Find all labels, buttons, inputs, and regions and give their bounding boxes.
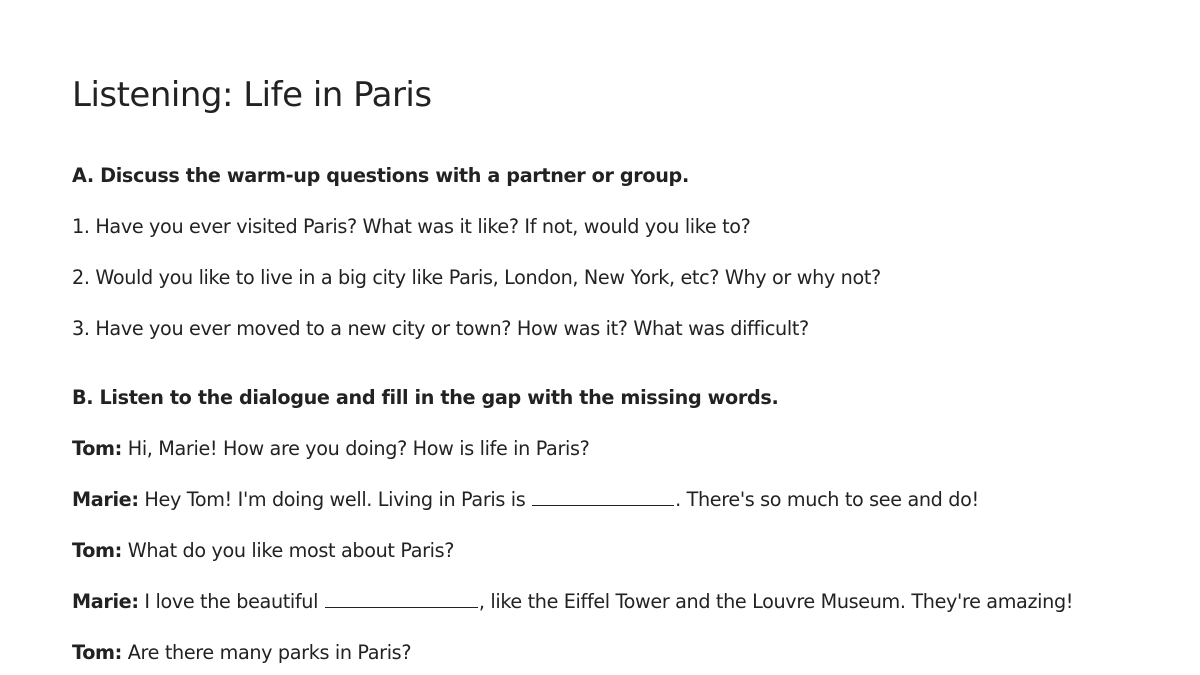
warmup-question-1: 1. Have you ever visited Paris? What was it like? If not, would you like to? bbox=[72, 215, 751, 238]
dialogue-line-1 bbox=[72, 436, 589, 462]
warmup-question-2: 2. Would you like to live in a big city like Paris, London, New York, etc? Why or why not? bbox=[72, 266, 881, 289]
speaker-label: Tom: bbox=[72, 437, 122, 460]
dialogue-line-4 bbox=[72, 589, 1073, 615]
speaker-label: Marie: bbox=[72, 590, 139, 613]
fill-in-blank-1[interactable] bbox=[532, 487, 674, 506]
dialogue-text-after-gap: . There's so much to see and do! bbox=[675, 488, 979, 511]
speaker-label: Marie: bbox=[72, 488, 139, 511]
warmup-question-3: 3. Have you ever moved to a new city or town? How was it? What was difficult? bbox=[72, 317, 809, 340]
section-a-heading: A. Discuss the warm-up questions with a partner or group. bbox=[72, 164, 689, 187]
fill-in-blank-2[interactable] bbox=[325, 589, 478, 608]
speaker-label: Tom: bbox=[72, 539, 122, 562]
dialogue-line-2 bbox=[72, 487, 979, 513]
dialogue-text-after-gap: , like the Eiffel Tower and the Louvre Museum. They're amazing! bbox=[478, 590, 1074, 613]
page-title: Listening: Life in Paris bbox=[72, 75, 432, 115]
speaker-label: Tom: bbox=[72, 641, 122, 664]
dialogue-text-before-gap: I love the beautiful bbox=[144, 590, 319, 613]
dialogue-line-3 bbox=[72, 538, 454, 564]
dialogue-text: Hi, Marie! How are you doing? How is life in Paris? bbox=[127, 437, 590, 460]
dialogue-text: Are there many parks in Paris? bbox=[127, 641, 412, 664]
section-b-heading: B. Listen to the dialogue and fill in the gap with the missing words. bbox=[72, 386, 779, 409]
dialogue-text: What do you like most about Paris? bbox=[127, 539, 455, 562]
dialogue-text-before-gap: Hey Tom! I'm doing well. Living in Paris is bbox=[144, 488, 526, 511]
dialogue-line-5 bbox=[72, 640, 411, 666]
